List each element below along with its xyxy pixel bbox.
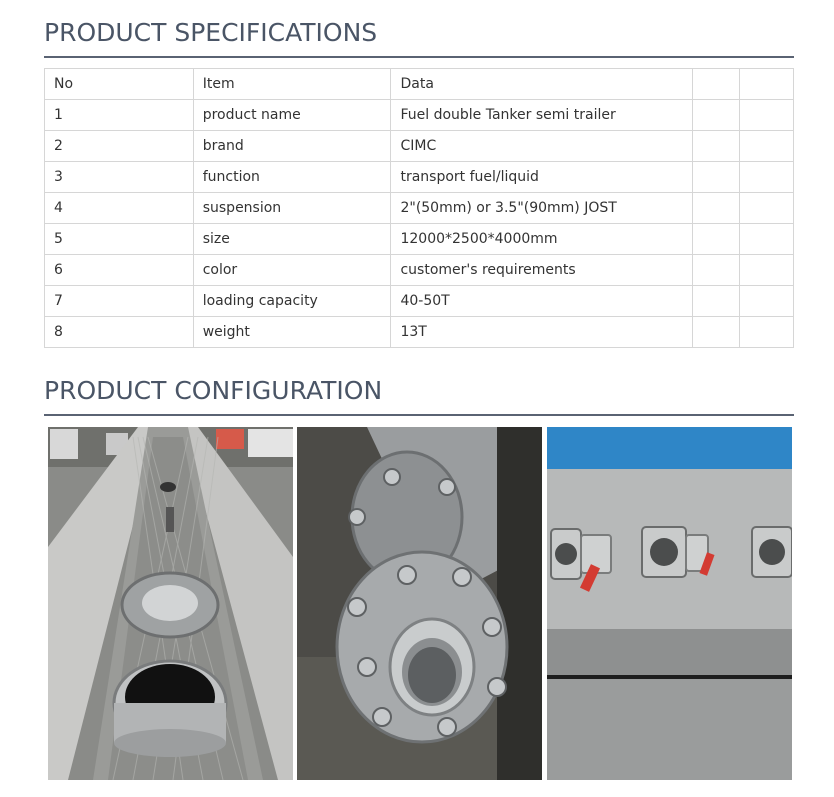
table-cell: 5 — [45, 224, 194, 255]
table-header-cell: Data — [391, 69, 693, 100]
tanker-top-manhole-photo — [48, 427, 293, 780]
table-cell: 13T — [391, 317, 693, 348]
table-cell: 3 — [45, 162, 194, 193]
table-cell: transport fuel/liquid — [391, 162, 693, 193]
table-cell — [740, 317, 794, 348]
stainless-flange-photo — [297, 427, 542, 780]
table-cell: size — [193, 224, 391, 255]
table-cell — [740, 100, 794, 131]
table-cell: 7 — [45, 286, 194, 317]
table-row — [45, 286, 794, 317]
table-cell: function — [193, 162, 391, 193]
configuration-title: PRODUCT CONFIGURATION — [44, 376, 383, 405]
table-header-cell: No — [45, 69, 194, 100]
specifications-table — [44, 68, 794, 348]
table-cell: product name — [193, 100, 391, 131]
table-row — [45, 162, 794, 193]
table-cell: weight — [193, 317, 391, 348]
table-cell: color — [193, 255, 391, 286]
table-cell — [740, 286, 794, 317]
table-cell: Fuel double Tanker semi trailer — [391, 100, 693, 131]
table-cell: 4 — [45, 193, 194, 224]
table-cell — [693, 224, 740, 255]
table-header-cell: Item — [193, 69, 391, 100]
table-row — [45, 317, 794, 348]
table-cell — [740, 162, 794, 193]
table-cell: customer's requirements — [391, 255, 693, 286]
table-cell: 1 — [45, 100, 194, 131]
table-cell — [693, 162, 740, 193]
table-cell: brand — [193, 131, 391, 162]
table-cell: 40-50T — [391, 286, 693, 317]
table-cell: 8 — [45, 317, 194, 348]
table-cell — [693, 255, 740, 286]
title-divider — [44, 414, 794, 416]
table-row — [45, 131, 794, 162]
table-cell — [693, 100, 740, 131]
table-cell: loading capacity — [193, 286, 391, 317]
table-cell: suspension — [193, 193, 391, 224]
table-cell — [740, 131, 794, 162]
table-header-cell — [740, 69, 794, 100]
table-cell: 6 — [45, 255, 194, 286]
table-cell: CIMC — [391, 131, 693, 162]
table-cell: 12000*2500*4000mm — [391, 224, 693, 255]
table-row — [45, 100, 794, 131]
table-cell — [740, 193, 794, 224]
table-cell — [740, 224, 794, 255]
table-cell: 2"(50mm) or 3.5"(90mm) JOST — [391, 193, 693, 224]
table-row — [45, 224, 794, 255]
table-cell: 2 — [45, 131, 194, 162]
table-header-row — [45, 69, 794, 100]
table-cell — [693, 317, 740, 348]
valve-outlets-photo — [547, 427, 792, 780]
table-cell — [693, 131, 740, 162]
table-cell — [740, 255, 794, 286]
specifications-title: PRODUCT SPECIFICATIONS — [44, 18, 378, 47]
table-row — [45, 255, 794, 286]
table-cell — [693, 286, 740, 317]
table-row — [45, 193, 794, 224]
table-header-cell — [693, 69, 740, 100]
table-cell — [693, 193, 740, 224]
title-divider — [44, 56, 794, 58]
